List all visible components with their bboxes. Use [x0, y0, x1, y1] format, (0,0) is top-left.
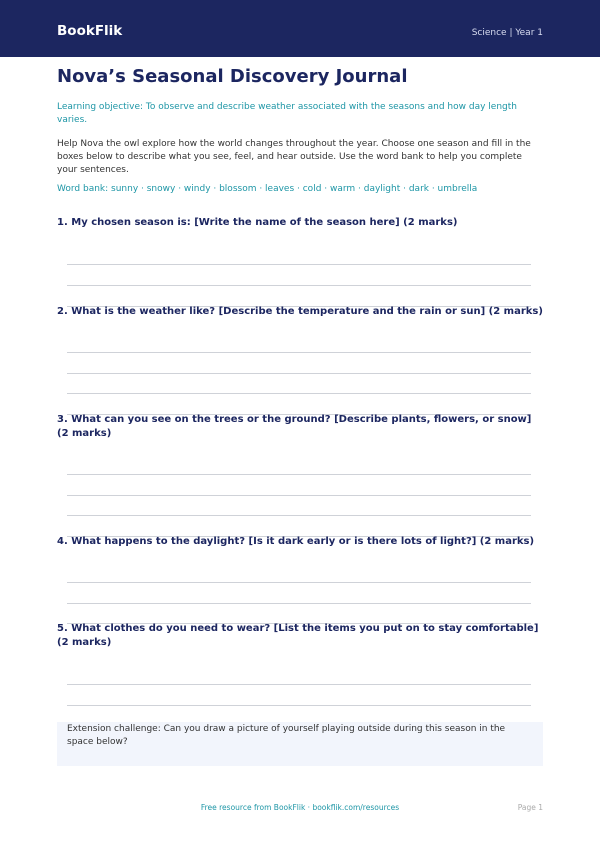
answer-line[interactable]	[67, 352, 531, 353]
answer-line[interactable]	[67, 264, 531, 265]
answer-line[interactable]	[67, 393, 531, 394]
brand-logo: BookFlik	[57, 23, 123, 39]
question-4: 4. What happens to the daylight? [Is it dark early or is there lots of light?] (2 marks)	[57, 536, 535, 547]
answer-line[interactable]	[67, 705, 531, 706]
question-5: 5. What clothes do you need to wear? [List the items you put on to stay comfortable] (2 marks)	[57, 623, 539, 648]
footer-text: Free resource from BookFlik · bookflik.com/resources	[200, 803, 400, 812]
answer-line[interactable]	[67, 515, 531, 516]
question-3: 3. What can you see on the trees or the ground? [Describe plants, flowers, or snow] (2 marks)	[57, 414, 532, 439]
question-1: 1. My chosen season is: [Write the name of the season here] (2 marks)	[57, 217, 458, 228]
header-bar	[0, 0, 600, 57]
answer-line[interactable]	[67, 474, 531, 475]
answer-line[interactable]	[67, 285, 531, 286]
instructions: Help Nova the owl explore how the world changes throughout the year. Choose one season and fill in the boxes below to describe what you see, feel, and hear outside. Use the word bank to help you complete your sentences.	[57, 139, 531, 175]
intro-section	[57, 66, 543, 196]
question-2: 2. What is the weather like? [Describe the temperature and the rain or sun] (2 marks)	[57, 306, 543, 317]
extension-challenge: Extension challenge: Can you draw a picture of yourself playing outside during this season in the space below?	[57, 722, 543, 766]
subject-label: Science | Year 1	[471, 28, 543, 38]
page-title: Nova’s Seasonal Discovery Journal	[57, 66, 408, 87]
page-number: Page 1	[517, 803, 543, 812]
answer-line[interactable]	[67, 495, 531, 496]
answer-line[interactable]	[67, 373, 531, 374]
answer-line[interactable]	[67, 684, 531, 685]
word-bank: Word bank: sunny · snowy · windy · blossom · leaves · cold · warm · daylight · dark · umbrella	[57, 184, 478, 194]
answer-line[interactable]	[67, 582, 531, 583]
answer-line[interactable]	[67, 603, 531, 604]
learning-objective: Learning objective: To observe and describe weather associated with the seasons and how day length varies.	[57, 102, 517, 125]
